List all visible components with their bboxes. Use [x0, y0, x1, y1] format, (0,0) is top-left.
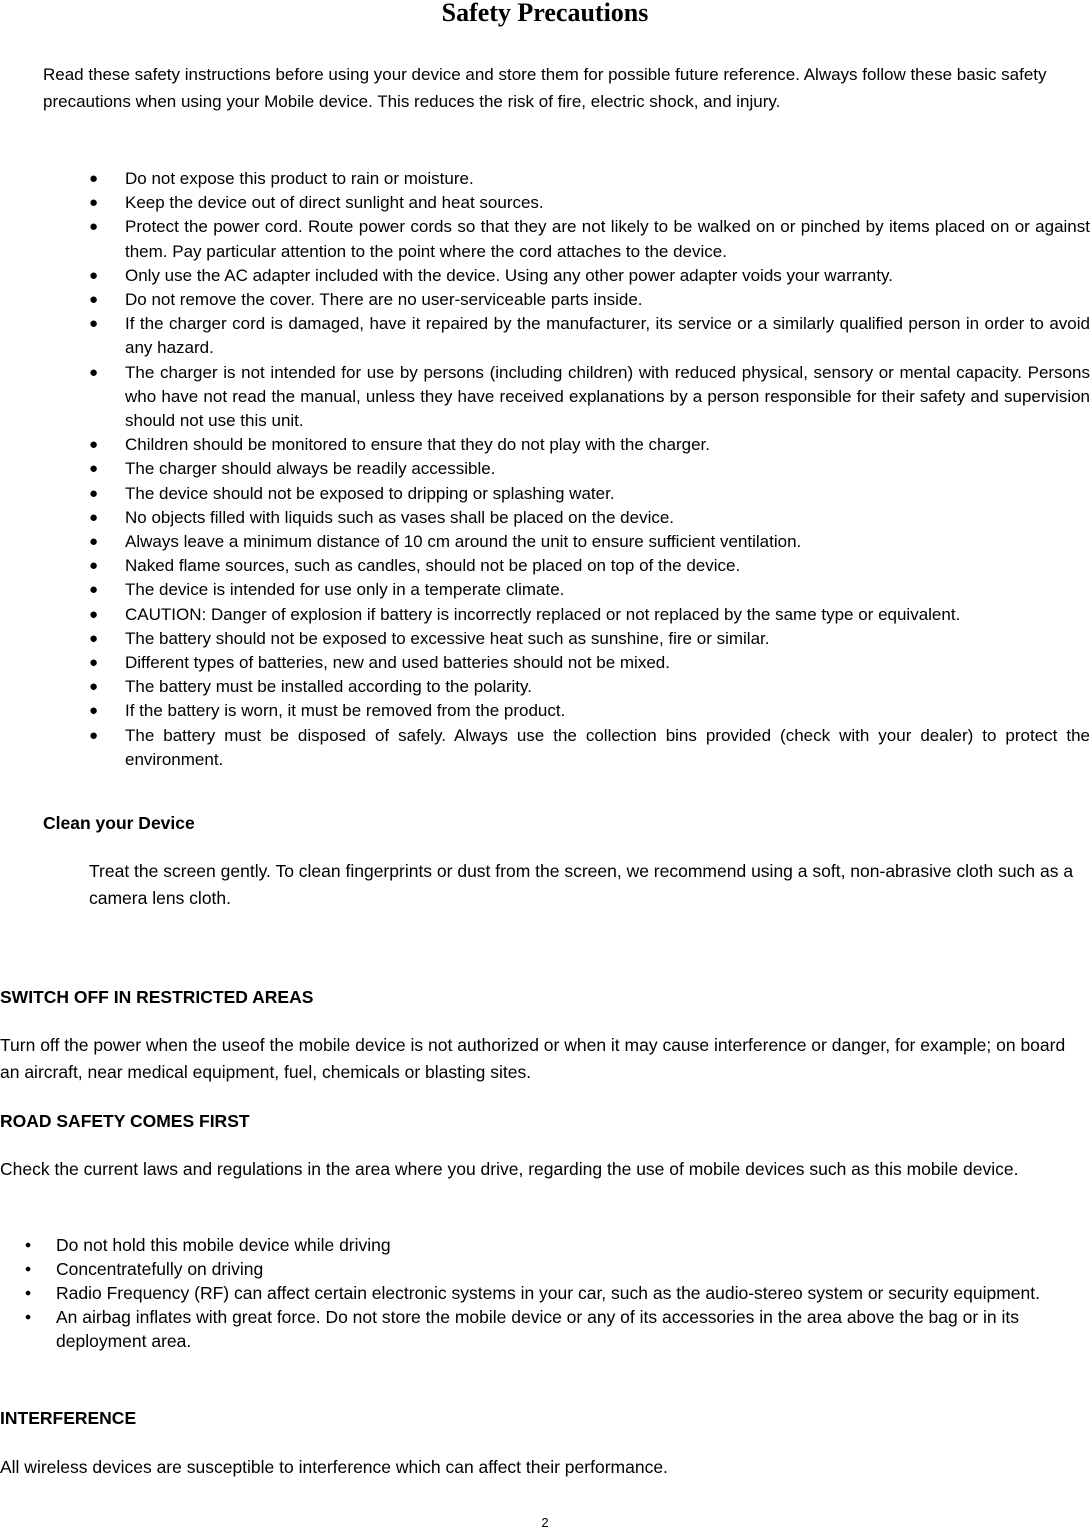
bullet-icon: ● [89, 678, 99, 696]
bullet-icon: ● [89, 170, 99, 187]
list-item: ● The battery must be disposed of safely. Always use the collection bins provided (check with your dealer) to protect the environment. [89, 725, 1090, 769]
list-item: ● Keep the device out of direct sunlight and heat sources. [89, 191, 1090, 215]
bullet-icon: ● [89, 363, 99, 381]
road-safety-list [25, 1233, 1090, 1353]
list-item: ● The charger should always be readily accessible. [89, 457, 1090, 481]
clean-device-heading: Clean your Device [43, 813, 195, 833]
bullet-icon: ● [89, 581, 99, 599]
bullet-icon: ● [89, 654, 99, 672]
road-safety-heading: ROAD SAFETY COMES FIRST [0, 1111, 250, 1131]
bullet-icon: ● [89, 218, 99, 236]
bullet-icon: ● [89, 266, 99, 284]
list-item: ● CAUTION: Danger of explosion if battery is incorrectly replaced or not replaced by the same type or equivalent. [89, 603, 1090, 627]
bullet-icon: ● [89, 508, 99, 526]
list-item: ● The device should not be exposed to dripping or splashing water. [89, 482, 1090, 506]
list-item: ● Protect the power cord. Route power cords so that they are not likely to be walked on or pinched by items placed on or against them. Pay particular attention to the point where the cord attaches to the device. [89, 217, 1090, 261]
clean-device-text: Treat the screen gently. To clean fingerprints or dust from the screen, we recommend using a soft, non-abrasive cloth such as a camera lens cloth. [89, 861, 1074, 908]
bullet-icon: ● [89, 557, 99, 575]
list-item: ● Do not remove the cover. There are no user-serviceable parts inside. [89, 288, 1090, 312]
list-item: ● Different types of batteries, new and used batteries should not be mixed. [89, 651, 1090, 675]
list-item: • Concentratefully on driving [25, 1259, 264, 1279]
page-title: Safety Precautions [441, 0, 649, 27]
list-item: ● Always leave a minimum distance of 10 cm around the unit to ensure sufficient ventilation. [89, 530, 1090, 554]
bullet-icon: ● [89, 605, 99, 623]
list-item: ● Naked flame sources, such as candles, should not be placed on top of the device. [89, 554, 1090, 578]
bullet-icon: ● [89, 436, 99, 454]
intro-paragraph: Read these safety instructions before using your device and store them for possible future reference. Always follow these basic safety precautions when using your Mobile device. This reduces the risk of fire, electric shock, and injury. [43, 65, 1047, 111]
bullet-icon: ● [89, 702, 99, 720]
road-safety-text: Check the current laws and regulations in the area where you drive, regarding the use of mobile devices such as this mobile device. [0, 1159, 1019, 1179]
bullet-icon: ● [89, 194, 99, 212]
list-item: • Radio Frequency (RF) can affect certain electronic systems in your car, such as the audio-stereo system or security equipment. [25, 1283, 1040, 1303]
list-item: ● Children should be monitored to ensure that they do not play with the charger. [89, 433, 1090, 457]
bullet-icon: ● [89, 629, 99, 647]
page-number: 2 [541, 1515, 549, 1530]
bullet-icon: ● [89, 726, 99, 744]
list-item: ● The device is intended for use only in a temperate climate. [89, 578, 1090, 602]
list-item: ● Do not expose this product to rain or moisture. [89, 167, 1090, 191]
list-item: ● If the charger cord is damaged, have it repaired by the manufacturer, its service or a similarly qualified person in order to avoid any hazard. [89, 314, 1090, 358]
switch-off-text: Turn off the power when the useof the mobile device is not authorized or when it may cause interference or danger, for example; on board an aircraft, near medical equipment, fuel, chemicals or blasting sites. [0, 1035, 1066, 1082]
bullet-icon: ● [89, 460, 99, 478]
bullet-icon: • [25, 1259, 32, 1279]
list-item: • An airbag inflates with great force. Do not store the mobile device or any of its accessories in the area above the bag or in its deployment area. [25, 1307, 1020, 1351]
list-item: ● The battery should not be exposed to excessive heat such as sunshine, fire or similar. [89, 627, 1090, 651]
bullet-icon: • [25, 1307, 32, 1327]
list-item: ● The battery must be installed according to the polarity. [89, 675, 1090, 699]
bullet-icon: • [25, 1283, 32, 1303]
bullet-icon: ● [89, 291, 99, 309]
interference-text: All wireless devices are susceptible to interference which can affect their performance. [0, 1457, 668, 1477]
precautions-list [89, 167, 1090, 772]
bullet-icon: • [25, 1235, 32, 1255]
list-item: ● No objects filled with liquids such as vases shall be placed on the device. [89, 506, 1090, 530]
bullet-icon: ● [89, 484, 99, 502]
interference-heading: INTERFERENCE [0, 1408, 137, 1428]
bullet-icon: ● [89, 533, 99, 551]
bullet-icon: ● [89, 315, 99, 333]
list-item: ● Only use the AC adapter included with the device. Using any other power adapter voids your warranty. [89, 264, 1090, 288]
switch-off-heading: SWITCH OFF IN RESTRICTED AREAS [0, 987, 314, 1007]
list-item: ● The charger is not intended for use by persons (including children) with reduced physical, sensory or mental capacity. Persons who have not read the manual, unless they have received explanations by a person responsible for their safety and supervision should not use this unit. [89, 362, 1090, 431]
list-item: ● If the battery is worn, it must be removed from the product. [89, 699, 1090, 723]
list-item: • Do not hold this mobile device while driving [25, 1235, 391, 1255]
